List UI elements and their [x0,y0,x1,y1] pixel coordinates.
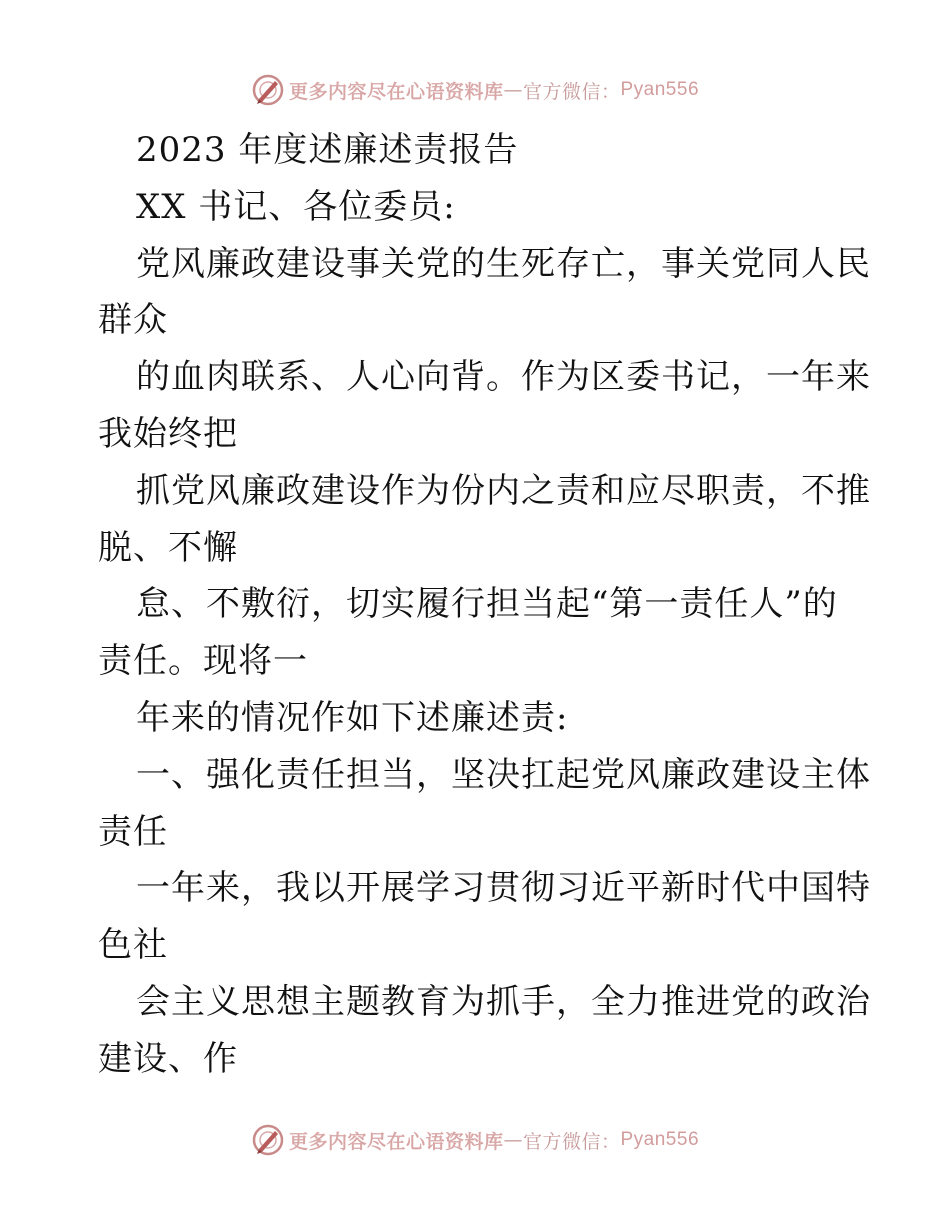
watermark-dash: — [503,1129,523,1151]
doc-line: 群众 [98,300,168,341]
watermark-main-text: 更多内容尽在心语资料库 [288,80,504,103]
doc-line: 一年来，我以开展学习贯彻习近平新时代中国特 [136,868,871,909]
doc-line: 会主义思想主题教育为抓手，全力推进党的政治 [136,981,871,1022]
doc-line: 党风廉政建设事关党的生死存亡，事关党同人民 [136,243,871,284]
doc-line: 脱、不懈 [98,527,238,568]
watermark-main-text: 更多内容尽在心语资料库 [288,1130,504,1153]
watermark-wechat-id: Pyan556 [620,79,700,100]
doc-line: 年来的情况作如下述廉述责: [136,697,569,738]
doc-line: XX 书记、各位委员: [136,186,456,227]
doc-line: 抓党风廉政建设作为份内之责和应尽职责，不推 [136,470,871,511]
watermark-sub-text: 官方微信： [522,1130,621,1153]
doc-line: 一、强化责任担当，坚决扛起党风廉政建设主体 [136,754,871,795]
doc-line: 怠、不敷衍，切实履行担当起“第一责任人”的 [136,584,838,625]
doc-line: 色社 [98,925,168,966]
document-body [98,122,871,1088]
doc-line: 我始终把 [98,413,238,454]
header-watermark [0,70,950,110]
doc-line: 责任 [98,811,168,852]
doc-line: 责任。现将一 [98,641,308,682]
watermark-dash: — [503,79,523,101]
pen-logo-icon [251,1123,285,1157]
footer-watermark [0,1120,950,1160]
doc-line: 建设、作 [98,1038,238,1079]
doc-line: 的血肉联系、人心向背。作为区委书记，一年来 [136,357,871,398]
doc-line: 2023 年度述廉述责报告 [136,130,519,170]
watermark-sub-text: 官方微信： [522,80,621,103]
watermark-wechat-id: Pyan556 [620,1129,700,1150]
pen-logo-icon [251,73,285,107]
